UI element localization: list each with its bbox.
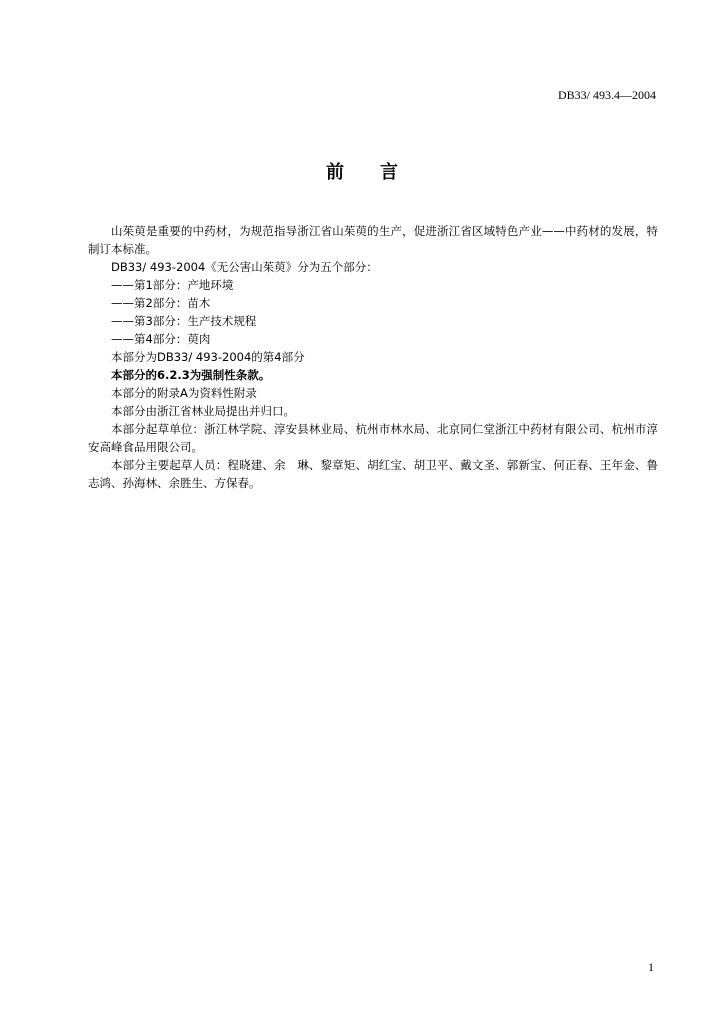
list-item-part-1: ——第1部分：产地环境: [111, 278, 234, 292]
title-char-1: 前: [326, 162, 344, 183]
paragraph-intro: 山茱萸是重要的中药材，为规范指导浙江省山茱萸的生产，促进浙江省区域特色产业——中药材的发展，特制订本标准。: [88, 224, 658, 256]
paragraph-this-part: 本部分为DB33/ 493-2004的第4部分: [111, 350, 305, 364]
paragraph-drafting-units: 本部分起草单位：浙江林学院、淳安县林业局、杭州市林水局、北京同仁堂浙江中药材有限公司、杭州市淳安高峰食品用限公司。: [88, 422, 658, 454]
page-number: 1: [648, 960, 654, 974]
title-char-2: 言: [380, 162, 398, 183]
foreword-body: [88, 222, 658, 492]
paragraph-proposer: 本部分由浙江省林业局提出并归口。: [111, 404, 295, 418]
paragraph-drafters: 本部分主要起草人员：程晓建、余 琳、黎章矩、胡红宝、胡卫平、戴文圣、郭新宝、何正春、王年金、鲁志鸿、孙海林、余胜生、方保春。: [88, 458, 658, 490]
page-title: [0, 158, 724, 184]
list-item-part-4: ——第4部分：萸肉: [111, 332, 211, 346]
paragraph-parts: DB33/ 493-2004《无公害山茱萸》分为五个部分：: [111, 260, 378, 274]
list-item-part-3: ——第3部分：生产技术规程: [111, 314, 257, 328]
list-item-part-2: ——第2部分：苗木: [111, 296, 211, 310]
paragraph-mandatory-clause: 本部分的6.2.3为强制性条款。: [111, 368, 271, 382]
document-code: DB33/ 493.4—2004: [557, 88, 656, 102]
paragraph-appendix: 本部分的附录A为资料性附录: [111, 386, 257, 400]
